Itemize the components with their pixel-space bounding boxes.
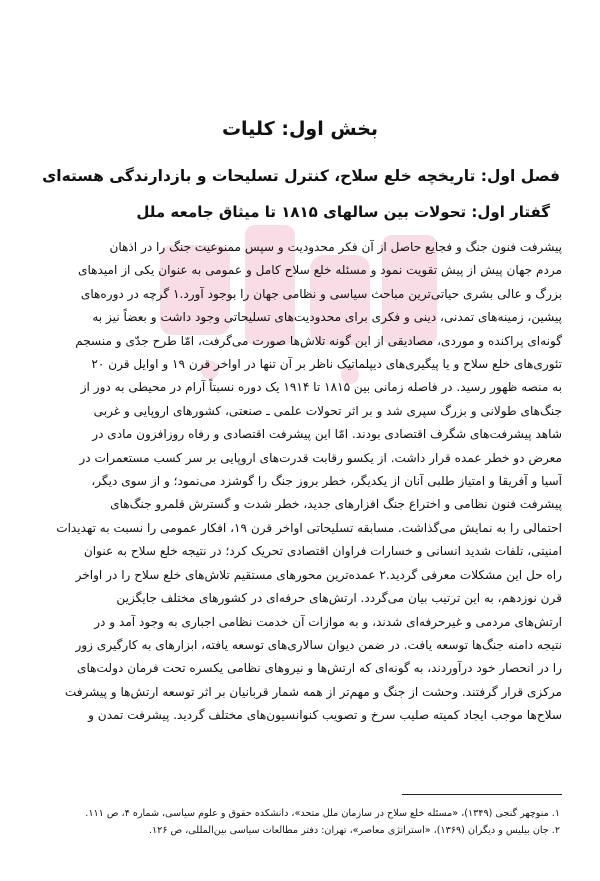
footnote-2: ۲. جان بیلیس و دیگران (۱۳۶۹)، «استراتژی معاصر»، تهران: دفتر مطالعات سیاسی بین‌المللی، ص ۱۲۶. — [148, 825, 560, 836]
footnotes — [38, 805, 560, 839]
body-line: شاهد پیشرفت‌های شگرف اقتصادی بودند. امّا این پیشرفت اقتصادی و رفاه روزافزون مادی در — [92, 427, 562, 442]
body-line: پیشرفت فنون نظامی و اختراع جنگ افزارهای جدید، خطر شدت و گسترش قلمرو جنگ‌های — [110, 497, 562, 512]
body-line: امنیتی، تلفات شدید انسانی و خسارات فراوان اقتصادی تحریک کرد؛ در نتیجه خلع سلاح به عنوان — [83, 544, 562, 559]
body-line: تئوری‌های خلع سلاح و یا پیگیری‌های دیپلماتیک ناظر بر آن تنها در اواخر قرن ۱۹ و اوایل قرن ۲۰ — [91, 357, 562, 372]
body-line: پیشین، زمینه‌های تمدنی، دینی و فکری برای محدودیت‌های تسلیحاتی وجود داشت و بعضاً نیز به — [92, 310, 562, 325]
body-line: گونه‌ای پراکنده و موردی، مصادیقی از این گونه تلاش‌ها صورت می‌گرفت، امّا طرح جدّی و منسجم — [75, 333, 562, 348]
body-line: نتیجه دامنه جنگ‌ها توسعه یافت. در ضمن دیوان سالاری‌های توسعه یافته، ابزارهای به کارگیری زور — [75, 637, 562, 652]
footnote-divider — [402, 794, 562, 795]
body-line: جنگ‌های طولانی و بزرگ سپری شد و بر اثر تحولات علمی ـ صنعتی، کشورهای اروپایی و غربی — [93, 403, 562, 418]
body-line: احتمالی را به نمایش می‌گذاشت. مسابقه تسلیحاتی اواخر قرن ۱۹، افکار عمومی را نسبت به تهدیدات — [56, 520, 562, 535]
body-line: پیشرفت فنون جنگ و فجایع حاصل از آن فکر محدودیت و سپس ممنوعیت جنگ را در اذهان — [109, 240, 562, 254]
section-title: گفتار اول: تحولات بین سالهای ۱۸۱۵ تا میثاق جامعه ملل — [136, 203, 550, 221]
body-line: مرکزی قرار گرفتند. وحشت از جنگ و مهم‌تر از همه شمار قربانیان بر اثر توسعه ارتش‌ها و پیشرفت — [64, 684, 562, 699]
body-line: بزرگ و عالی بشری حیاتی‌ترین مباحث سیاسی و نظامی جهان را بوجود آورد.۱ گرچه در دوره‌های — [80, 286, 562, 301]
body-line: به منصه ظهور رسید. در فاصله زمانی بین ۱۸۱۵ تا ۱۹۱۴ یک دوره نسبتاً آرام در محیطی به دور از — [80, 380, 562, 395]
body-line: ارتش‌های مردمی و غیرحرفه‌ای شدند، و به موازات آن خدمت نظامی اجباری به وجود آمد و در — [94, 614, 562, 629]
body-line: راه حل این مشکلات معرفی گردید.۲ عمده‌ترین محورهای مستقیم تلاش‌های خلع سلاح را در اواخر — [75, 567, 562, 582]
body-line: مردم جهان پیش از پیش تقویت نمود و مسئله خلع سلاح کامل و عمومی به عنوان یکی از امیدهای — [77, 263, 562, 278]
footnote-1: ۱. منوچهر گنجی (۱۳۴۹)، «مسئله خلع سلاح در سازمان ملل متحد»، دانشکده حقوق و علوم سیاسی، شماره ۴، ص ۱۱۱. — [85, 808, 560, 819]
body-paragraph — [38, 236, 562, 728]
body-line: معرض دو خطر عمده قرار داشت. از یکسو رقابت قدرت‌های اروپایی بر سر کسب مستعمرات در — [79, 450, 562, 465]
chapter-title: فصل اول: تاریخچه خلع سلاح، کنترل تسلیحات و بازدارندگی هسته‌ای — [42, 167, 560, 185]
part-title: بخش اول: کلیات — [221, 118, 379, 140]
body-line: سلاح‌ها موجب ایجاد کمیته صلیب سرخ و تصویب کنوانسیون‌های مختلف گردید. پیشرفت تمدن و — [88, 708, 562, 723]
body-line: قرن نوزدهم، به این ترتیب بیان می‌گردد. ارتش‌های حرفه‌ای در کشورهای مختلف جایگزین — [116, 591, 562, 606]
body-line: را در انحصار خود درآوردند، به گونه‌ای که ارتش‌ها و نیروهای نظامی یکسره تحت فرمان دولت‌های — [77, 661, 562, 676]
body-line: آسیا و آفریقا و امتیاز طلبی آنان از یکدیگر، خطر بروز جنگ را گوشزد می‌نمود؛ و از سوی دیگر، — [91, 474, 562, 489]
